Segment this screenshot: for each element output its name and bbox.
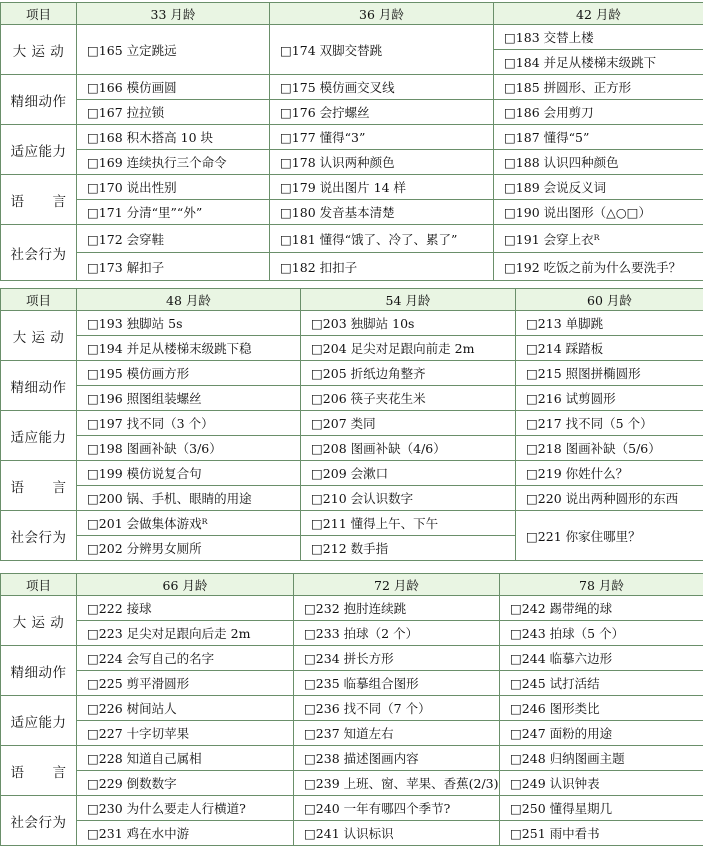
milestone-item[interactable]: □217 找不同（5 个）: [516, 411, 703, 436]
table-row: [1, 771, 703, 796]
age-header: 36 月龄: [270, 3, 494, 25]
category-label: 大 运 动: [1, 25, 77, 75]
milestone-item[interactable]: □220 说出两种圆形的东西: [516, 486, 703, 511]
milestone-item[interactable]: □244 临摹六边形: [500, 646, 703, 671]
age-header: 42 月龄: [494, 3, 703, 25]
age-header: 66 月龄: [77, 574, 294, 596]
milestone-item[interactable]: □243 拍球（5 个）: [500, 621, 703, 646]
milestone-item[interactable]: □169 连续执行三个命令: [77, 150, 270, 175]
milestone-item[interactable]: □188 认识四种颜色: [494, 150, 703, 175]
category-header: 项目: [1, 289, 77, 311]
milestone-item[interactable]: □227 十字切苹果: [77, 721, 294, 746]
milestone-item[interactable]: □238 描述图画内容: [294, 746, 500, 771]
milestone-item[interactable]: □208 图画补缺（4/6）: [301, 436, 516, 461]
milestone-item[interactable]: □249 认识钟表: [500, 771, 703, 796]
table-row: [1, 696, 703, 721]
milestone-item[interactable]: □231 鸡在水中游: [77, 821, 294, 846]
table-row: [1, 671, 703, 696]
table-row: [1, 200, 703, 225]
milestone-item[interactable]: □236 找不同（7 个）: [294, 696, 500, 721]
category-label: 适应能力: [1, 411, 77, 461]
milestone-item[interactable]: □186 会用剪刀: [494, 100, 703, 125]
milestone-section-table: [0, 288, 703, 561]
milestone-item[interactable]: □191 会穿上衣ᴿ: [494, 225, 703, 253]
milestone-item[interactable]: □234 拼长方形: [294, 646, 500, 671]
milestone-item[interactable]: □180 发音基本清楚: [270, 200, 494, 225]
milestone-item[interactable]: □233 拍球（2 个）: [294, 621, 500, 646]
milestone-item[interactable]: □175 模仿画交叉线: [270, 75, 494, 100]
milestone-item[interactable]: □226 树间站人: [77, 696, 294, 721]
table-row: [1, 621, 703, 646]
header-row: [1, 3, 703, 25]
table-row: [1, 436, 703, 461]
milestone-item[interactable]: □213 单脚跳: [516, 311, 703, 336]
milestone-item[interactable]: □235 临摹组合图形: [294, 671, 500, 696]
table-row: [1, 336, 703, 361]
category-label: 精细动作: [1, 75, 77, 125]
table-row: [1, 125, 703, 150]
milestone-item[interactable]: □250 懂得星期几: [500, 796, 703, 821]
milestone-item[interactable]: □215 照图拼椭圆形: [516, 361, 703, 386]
table-row: [1, 796, 703, 821]
table-row: [1, 721, 703, 746]
milestone-item[interactable]: □201 会做集体游戏ᴿ: [77, 511, 301, 536]
category-label: 语 言: [1, 746, 77, 796]
milestone-item[interactable]: □181 懂得“饿了、冷了、累了”: [270, 225, 494, 253]
milestone-item[interactable]: □196 照图组装螺丝: [77, 386, 301, 411]
milestone-item[interactable]: □206 筷子夹花生米: [301, 386, 516, 411]
table-row: [1, 75, 703, 100]
milestone-item[interactable]: □168 积木搭高 10 块: [77, 125, 270, 150]
milestone-item[interactable]: □178 认识两种颜色: [270, 150, 494, 175]
category-label: 大 运 动: [1, 596, 77, 646]
milestone-item[interactable]: □228 知道自己属相: [77, 746, 294, 771]
milestone-item[interactable]: □247 面粉的用途: [500, 721, 703, 746]
milestone-item[interactable]: □229 倒数数字: [77, 771, 294, 796]
milestone-item[interactable]: □167 拉拉锁: [77, 100, 270, 125]
milestone-item[interactable]: □199 模仿说复合句: [77, 461, 301, 486]
category-label: 社会行为: [1, 796, 77, 846]
milestone-item[interactable]: □184 并足从楼梯末级跳下: [494, 50, 703, 75]
milestone-item[interactable]: □171 分清“里”“外”: [77, 200, 270, 225]
table-row: [1, 411, 703, 436]
header-row: [1, 574, 703, 596]
milestone-item[interactable]: □245 试打活结: [500, 671, 703, 696]
table-row: [1, 386, 703, 411]
milestone-item[interactable]: □218 图画补缺（5/6）: [516, 436, 703, 461]
milestone-item[interactable]: □246 图形类比: [500, 696, 703, 721]
milestone-item[interactable]: □248 归纳图画主题: [500, 746, 703, 771]
category-label: 精细动作: [1, 361, 77, 411]
table-row: [1, 175, 703, 200]
milestone-item[interactable]: □198 图画补缺（3/6）: [77, 436, 301, 461]
table-row: [1, 486, 703, 511]
table-row: [1, 646, 703, 671]
milestone-item[interactable]: □204 足尖对足跟向前走 2m: [301, 336, 516, 361]
category-label: 语 言: [1, 461, 77, 511]
milestone-item[interactable]: □187 懂得“5”: [494, 125, 703, 150]
milestone-item[interactable]: □189 会说反义词: [494, 175, 703, 200]
milestone-item[interactable]: □216 试剪圆形: [516, 386, 703, 411]
table-row: [1, 253, 703, 281]
milestone-item[interactable]: □195 模仿画方形: [77, 361, 301, 386]
category-label: 社会行为: [1, 225, 77, 281]
category-label: 社会行为: [1, 511, 77, 561]
milestone-item[interactable]: □197 找不同（3 个）: [77, 411, 301, 436]
milestone-item[interactable]: □212 数手指: [301, 536, 516, 561]
table-row: [1, 746, 703, 771]
age-header: 54 月龄: [301, 289, 516, 311]
milestone-item[interactable]: □225 剪平滑圆形: [77, 671, 294, 696]
milestone-item[interactable]: □211 懂得上午、下午: [301, 511, 516, 536]
milestone-item[interactable]: □232 抱肘连续跳: [294, 596, 500, 621]
milestone-item[interactable]: □170 说出性别: [77, 175, 270, 200]
table-row: [1, 311, 703, 336]
milestone-item[interactable]: □203 独脚站 10s: [301, 311, 516, 336]
milestone-item[interactable]: □230 为什么要走人行横道?: [77, 796, 294, 821]
milestone-item[interactable]: □185 拼圆形、正方形: [494, 75, 703, 100]
milestone-item[interactable]: □241 认识标识: [294, 821, 500, 846]
age-header: 78 月龄: [500, 574, 703, 596]
milestone-item[interactable]: □179 说出图片 14 样: [270, 175, 494, 200]
milestone-item[interactable]: □224 会写自己的名字: [77, 646, 294, 671]
milestone-item[interactable]: □182 扣扣子: [270, 253, 494, 281]
table-row: [1, 225, 703, 253]
table-row: [1, 100, 703, 125]
table-row: [1, 150, 703, 175]
milestone-item[interactable]: □202 分辨男女厕所: [77, 536, 301, 561]
milestone-item[interactable]: □219 你姓什么？: [516, 461, 703, 486]
milestone-item[interactable]: □176 会拧螺丝: [270, 100, 494, 125]
age-header: 33 月龄: [77, 3, 270, 25]
milestone-item[interactable]: □177 懂得“3”: [270, 125, 494, 150]
table-row: [1, 821, 703, 846]
table-row: [1, 361, 703, 386]
category-label: 精细动作: [1, 646, 77, 696]
milestone-item[interactable]: □173 解扣子: [77, 253, 270, 281]
category-label: 适应能力: [1, 125, 77, 175]
milestone-item[interactable]: □200 锅、手机、眼睛的用途: [77, 486, 301, 511]
milestone-item[interactable]: □194 并足从楼梯末级跳下稳: [77, 336, 301, 361]
category-label: 适应能力: [1, 696, 77, 746]
milestone-item[interactable]: □193 独脚站 5s: [77, 311, 301, 336]
category-header: 项目: [1, 574, 77, 596]
age-header: 60 月龄: [516, 289, 703, 311]
milestone-item[interactable]: □207 类同: [301, 411, 516, 436]
header-row: [1, 289, 703, 311]
milestone-item[interactable]: □237 知道左右: [294, 721, 500, 746]
milestone-item[interactable]: □172 会穿鞋: [77, 225, 270, 253]
milestone-item[interactable]: □242 踢带绳的球: [500, 596, 703, 621]
milestone-item[interactable]: □205 折纸边角整齐: [301, 361, 516, 386]
category-label: 语 言: [1, 175, 77, 225]
milestone-item[interactable]: □240 一年有哪四个季节?: [294, 796, 500, 821]
milestone-item[interactable]: □166 模仿画圆: [77, 75, 270, 100]
milestone-item[interactable]: □221 你家住哪里？: [516, 511, 703, 561]
table-row: [1, 511, 703, 536]
milestone-section-table: [0, 573, 703, 846]
milestone-item[interactable]: □165 立定跳远: [77, 25, 270, 75]
age-header: 72 月龄: [294, 574, 500, 596]
milestone-item[interactable]: □174 双脚交替跳: [270, 25, 494, 75]
age-header: 48 月龄: [77, 289, 301, 311]
milestone-item[interactable]: □214 踩踏板: [516, 336, 703, 361]
table-row: [1, 25, 703, 50]
milestone-item[interactable]: □192 吃饭之前为什么要洗手？: [494, 253, 703, 281]
milestone-section-table: [0, 2, 703, 281]
milestone-item[interactable]: □210 会认识数字: [301, 486, 516, 511]
milestone-item[interactable]: □251 雨中看书: [500, 821, 703, 846]
table-row: [1, 596, 703, 621]
milestone-item[interactable]: □209 会漱口: [301, 461, 516, 486]
milestone-item[interactable]: □183 交替上楼: [494, 25, 703, 50]
category-label: 大 运 动: [1, 311, 77, 361]
table-row: [1, 461, 703, 486]
milestone-item[interactable]: □190 说出图形（△○□）: [494, 200, 703, 225]
category-header: 项目: [1, 3, 77, 25]
milestone-item[interactable]: □239 上班、窗、苹果、香蕉(2/3): [294, 771, 500, 796]
milestone-item[interactable]: □223 足尖对足跟向后走 2m: [77, 621, 294, 646]
milestone-item[interactable]: □222 接球: [77, 596, 294, 621]
